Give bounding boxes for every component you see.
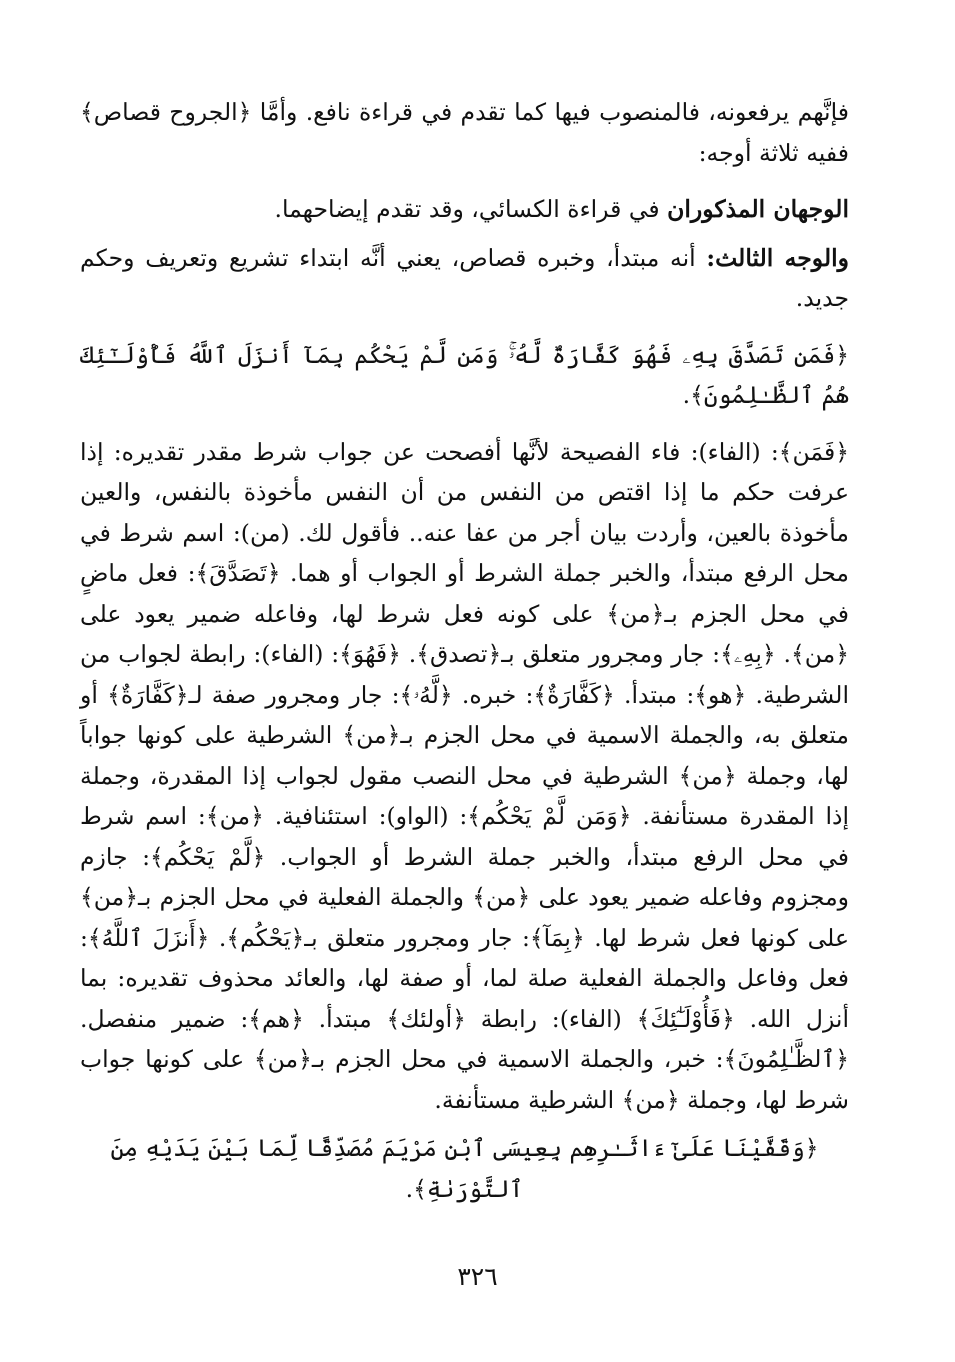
paragraph-grammatical-analysis: ﴿فَمَن﴾: (الفاء): فاء الفصيحة لأنَّها أفصحت عن جواب شرط مقدر تقديره: إذا عرفت حكم ما إذا اقتص من النفس من أن النفس مأخوذة بالنفس، والعين مأخوذة بالعين، وأردت بيان أجر من عفا عنه.. فأقول لك. (من): اسم شرط في محل الرفع مبتدأ، والخبر جملة الشرط أو الجواب أو هما. ﴿تَصَدَّقَ﴾: فعل ماضٍ في محل الجزم بـ﴿من﴾ على كونه فعل شرط لها، وفاعله ضمير يعود على ﴿من﴾. ﴿بِهِۦ﴾: جار ومجرور متعلق بـ﴿تصدق﴾. ﴿فَهُوَ﴾: (الفاء): رابطة لجواب من الشرطية. ﴿هو﴾: مبتدأ. ﴿كَفَّارَةٌ﴾: خبره. ﴿لَّهُۥ﴾: جار ومجرور صفة لـ﴿كَفَّارَةٌ﴾ أو متعلق به، والجملة الاسمية في محل الجزم بـ﴿من﴾ الشرطية على كونها جواباً لها، وجملة ﴿من﴾ الشرطية في محل النصب مقول لجواب إذا المقدرة، وجملة إذا المقدرة مستأنفة. ﴿وَمَن لَّمْ يَحْكُم﴾: (الواو): استئنافية. ﴿من﴾: اسم شرط في محل الرفع مبتدأ، والخبر جملة الشرط أو الجواب. ﴿لَّمْ يَحْكُم﴾: جازم ومجزوم وفاعله ضمير يعود على ﴿من﴾ والجملة الفعلية في محل الجزم بـ﴿من﴾ على كونها فعل شرط لها. ﴿بِمَآ﴾: جار ومجرور متعلق بـ﴿يَحْكُم﴾. ﴿أَنزَلَ ٱللَّهُ﴾: فعل وفاعل والجملة الفعلية صلة لما، أو صفة لها، والعائد محذوف تقديره: بما أنزل الله. ﴿فَأُوْلَـٰٓئِكَ﴾ (الفاء): رابطة ﴿أولئك﴾ مبتدأ. ﴿هم﴾: ضمير منفصل. ﴿ٱلظَّـٰلِمُونَ﴾: خبر، والجملة الاسمية في محل الجزم بـ﴿من﴾ على كونها جواب شرط لها، وجملة ﴿من﴾ الشرطية مستأنفة. (80, 437, 849, 1114)
paragraph-intro: فإنَّهم يرفعونه، فالمنصوب فيها كما تقدم في قراءة نافع. وأمَّا ﴿الجروح قصاص﴾ ففيه ثلاثة أوجه: (80, 98, 849, 167)
paragraph-body: أنه مبتدأ، وخبره قصاص، يعني أنَّه ابتداء تشريع وتعريف وحكم جديد. (80, 243, 849, 312)
quran-verse-next: ﴿وَقَفَّيْنَا عَلَىٰٓ ءَاثَـٰرِهِم بِعِيسَى ٱبْنِ مَرْيَمَ مُصَدِّقًا لِّمَا بَيْنَ يَدَيْهِ مِنَ ٱلتَّوْرَىٰةِ﴾. (110, 1134, 819, 1203)
bold-heading: الوجهان المذكوران (667, 195, 849, 223)
bold-heading: والوجه الثالث: (706, 243, 849, 272)
paragraph-body: في قراءة الكسائي، وقد تقدم إيضاحهما. (274, 195, 668, 223)
quran-verse: ﴿فَمَن تَصَدَّقَ بِهِۦ فَهُوَ كَفَّارَةٌ لَّهُۥۚ وَمَن لَّمْ يَحْكُم بِمَآ أَنزَلَ ٱللَّهُ فَأُوْلَـٰٓئِكَ هُمُ ٱلظَّـٰلِمُونَ﴾. (80, 340, 849, 409)
paragraph-third-face (80, 238, 849, 319)
page-number: ٣٢٦ (457, 1262, 498, 1291)
paragraph-first-two-faces (80, 189, 849, 230)
